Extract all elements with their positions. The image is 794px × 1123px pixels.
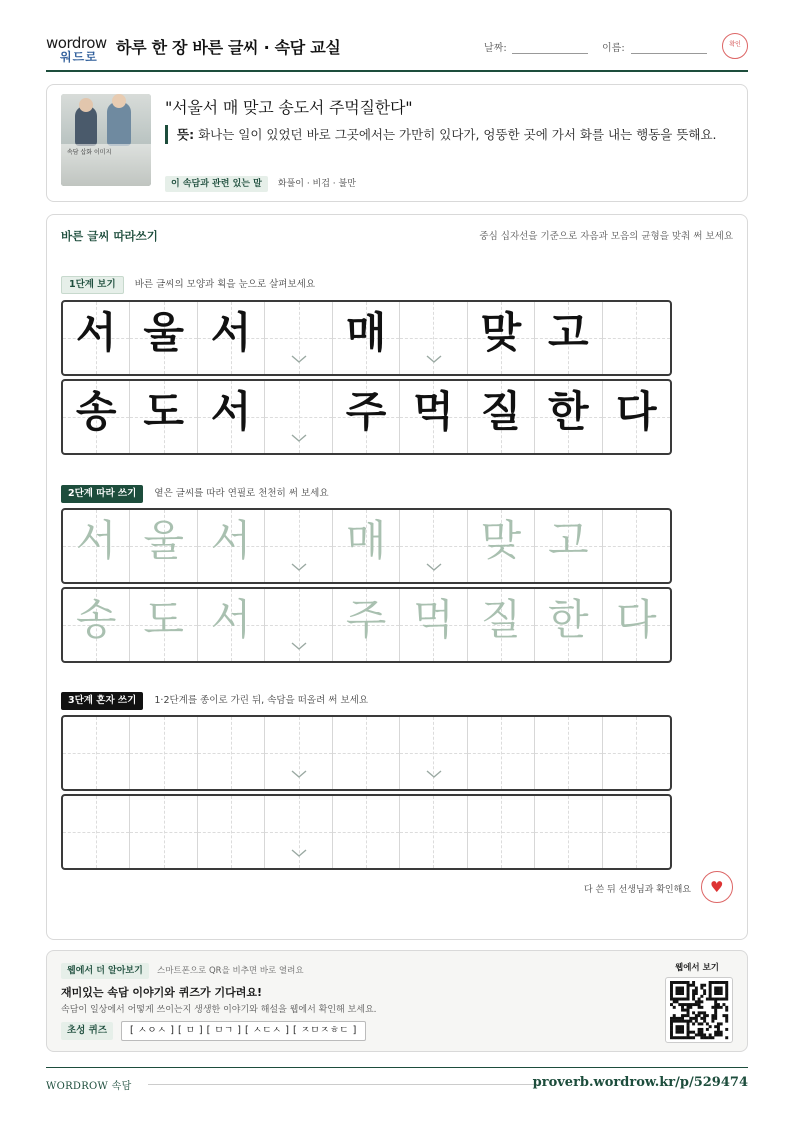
- writing-cell[interactable]: [130, 510, 197, 582]
- space-mark-icon: [426, 563, 442, 571]
- meaning-text: 화나는 일이 있었던 바로 그곳에서는 가만히 있다가, 엉뚱한 곳에 가서 화를 내는 행동을 뜻해요.: [198, 127, 717, 142]
- writing-cell[interactable]: [63, 589, 130, 661]
- writing-cell[interactable]: [603, 589, 670, 661]
- date-label: 날짜:: [484, 43, 507, 54]
- qr-code-icon[interactable]: [665, 977, 733, 1043]
- web-headline: 재미있는 속담 이야기와 퀴즈가 기다려요!: [61, 986, 262, 999]
- teacher-confirm-text: 다 쓴 뒤 선생님과 확인해요: [583, 885, 691, 895]
- writing-cell: [603, 302, 670, 374]
- space-mark-icon: [291, 563, 307, 571]
- writing-cell: [333, 302, 400, 374]
- practice-hint: 중심 십자선을 기준으로 자음과 모음의 균형을 맞춰 써 보세요: [479, 231, 733, 242]
- writing-cell[interactable]: [265, 589, 332, 661]
- writing-cell[interactable]: [333, 796, 400, 868]
- step3-badge: 3단계 혼자 쓰기: [61, 692, 143, 710]
- writing-cell: [468, 302, 535, 374]
- writing-cell: [265, 302, 332, 374]
- practice-char: 고: [548, 308, 589, 357]
- step1-badge: 1단계 보기: [61, 276, 124, 294]
- writing-cell[interactable]: [63, 510, 130, 582]
- name-field[interactable]: [631, 53, 707, 54]
- writing-cell[interactable]: [468, 510, 535, 582]
- practice-char: 서: [75, 308, 117, 357]
- writing-cell[interactable]: [535, 717, 602, 789]
- writing-cell: [603, 381, 670, 453]
- practice-char: 먹: [413, 595, 454, 644]
- proverb-title: "서울서 매 맞고 송도서 주먹질한다": [165, 98, 413, 117]
- step1-line2: [61, 379, 672, 455]
- meaning-label: 뜻:: [177, 127, 195, 142]
- practice-char: 도: [143, 595, 184, 644]
- web-more-hint: 스마트폰으로 QR을 비추면 바로 열려요: [157, 966, 304, 976]
- writing-cell[interactable]: [198, 510, 265, 582]
- writing-cell[interactable]: [198, 717, 265, 789]
- practice-char: 고: [548, 516, 589, 565]
- page-header: [46, 28, 748, 72]
- step3-text: 1·2단계를 종이로 가린 뒤, 속담을 떠올려 써 보세요: [154, 695, 369, 706]
- step1-line1: [61, 300, 672, 376]
- writing-cell[interactable]: [400, 796, 467, 868]
- writing-cell[interactable]: [130, 717, 197, 789]
- writing-cell[interactable]: [468, 589, 535, 661]
- related-words: [165, 176, 356, 192]
- practice-char: 서: [210, 387, 252, 436]
- practice-char: 한: [548, 595, 589, 644]
- quiz-label: 초성 퀴즈: [61, 1022, 113, 1040]
- writing-cell[interactable]: [535, 510, 602, 582]
- writing-cell: [400, 302, 467, 374]
- teacher-stamp-icon: 확인: [722, 33, 748, 59]
- writing-cell[interactable]: [333, 717, 400, 789]
- practice-char: 주: [345, 387, 387, 436]
- step3-line1[interactable]: [61, 715, 672, 791]
- practice-char: 송: [75, 387, 117, 436]
- practice-char: 다: [615, 387, 657, 436]
- practice-char: 서: [210, 308, 252, 357]
- practice-char: 질: [480, 387, 522, 436]
- writing-cell[interactable]: [603, 717, 670, 789]
- writing-cell[interactable]: [603, 510, 670, 582]
- writing-cell[interactable]: [265, 796, 332, 868]
- space-mark-icon: [291, 849, 307, 857]
- writing-cell: [130, 302, 197, 374]
- practice-title: 바른 글씨 따라쓰기: [61, 229, 158, 243]
- writing-cell: [535, 381, 602, 453]
- footer-divider: [148, 1084, 538, 1085]
- qr-label: 웹에서 보기: [674, 963, 719, 973]
- step2-header: [61, 485, 329, 503]
- writing-cell[interactable]: [603, 796, 670, 868]
- writing-cell[interactable]: [198, 796, 265, 868]
- proverb-meaning: [165, 125, 725, 144]
- space-mark-icon: [426, 355, 442, 363]
- practice-char: 서: [210, 595, 252, 644]
- practice-char: 매: [345, 516, 387, 565]
- footer-url-link[interactable]: proverb.wordrow.kr/p/529474: [532, 1075, 748, 1090]
- practice-char: 맞: [480, 516, 522, 565]
- name-label: 이름:: [602, 43, 625, 54]
- writing-cell[interactable]: [265, 717, 332, 789]
- writing-cell[interactable]: [333, 589, 400, 661]
- writing-cell[interactable]: [468, 796, 535, 868]
- page-title: 하루 한 장 바른 글씨 · 속담 교실: [116, 38, 341, 57]
- space-mark-icon: [291, 642, 307, 650]
- practice-char: 서: [75, 516, 117, 565]
- initial-consonant-quiz: [ ㅅㅇㅅ ] [ ㅁ ] [ ㅁㄱ ] [ ㅅㄷㅅ ] [ ㅈㅁㅈㅎㄷ ]: [121, 1021, 366, 1041]
- practice-char: 질: [480, 595, 522, 644]
- writing-cell: [535, 302, 602, 374]
- writing-cell[interactable]: [130, 796, 197, 868]
- date-field[interactable]: [512, 53, 588, 54]
- writing-cell: [63, 302, 130, 374]
- writing-cell: [63, 381, 130, 453]
- writing-cell[interactable]: [400, 717, 467, 789]
- heart-stamp-icon: ♥: [701, 871, 733, 903]
- web-more-tag: 웹에서 더 알아보기: [61, 963, 149, 979]
- writing-cell[interactable]: [333, 510, 400, 582]
- logo-korean: 워드로: [60, 50, 98, 64]
- writing-cell[interactable]: [535, 796, 602, 868]
- related-tag: 이 속담과 관련 있는 말: [165, 176, 268, 192]
- practice-char: 한: [548, 387, 589, 436]
- footer-brand: WORDROW 속담: [46, 1081, 132, 1092]
- space-mark-icon: [291, 355, 307, 363]
- practice-char: 매: [345, 308, 387, 357]
- space-mark-icon: [426, 770, 442, 778]
- related-words-list: 화풀이 · 비겁 · 불만: [277, 179, 356, 189]
- writing-cell: [468, 381, 535, 453]
- writing-cell: [198, 302, 265, 374]
- practice-char: 송: [75, 595, 117, 644]
- practice-char: 도: [143, 387, 184, 436]
- step1-text: 바른 글씨의 모양과 획을 눈으로 살펴보세요: [134, 279, 316, 290]
- space-mark-icon: [291, 434, 307, 442]
- writing-cell[interactable]: [535, 589, 602, 661]
- writing-cell: [265, 381, 332, 453]
- practice-char: 맞: [480, 308, 522, 357]
- step2-line1[interactable]: [61, 508, 672, 584]
- practice-char: 서: [210, 516, 252, 565]
- writing-cell[interactable]: [130, 589, 197, 661]
- logo-text: wordrow: [46, 34, 107, 52]
- proverb-illustration: [61, 94, 151, 186]
- step2-text: 옅은 글씨를 따라 연필로 천천히 써 보세요: [154, 488, 329, 499]
- page-footer: [46, 1067, 748, 1097]
- writing-cell[interactable]: [468, 717, 535, 789]
- proverb-card: [46, 84, 748, 202]
- step3-header: [61, 692, 368, 710]
- writing-cell: [400, 381, 467, 453]
- step3-line2[interactable]: [61, 794, 672, 870]
- space-mark-icon: [291, 770, 307, 778]
- web-description: 속담이 일상에서 어떻게 쓰이는지 생생한 이야기와 해설을 웹에서 확인해 보세요.: [61, 1005, 377, 1015]
- step2-line2[interactable]: [61, 587, 672, 663]
- practice-char: 주: [345, 595, 387, 644]
- writing-cell[interactable]: [63, 717, 130, 789]
- practice-char: 먹: [413, 387, 454, 436]
- handwriting-practice: [46, 214, 748, 940]
- writing-cell[interactable]: [400, 510, 467, 582]
- wordrow-logo[interactable]: [46, 34, 108, 64]
- practice-char: 울: [143, 516, 184, 565]
- writing-cell[interactable]: [63, 796, 130, 868]
- writing-cell: [198, 381, 265, 453]
- web-promo-card: [46, 950, 748, 1052]
- practice-char: 다: [615, 595, 657, 644]
- step1-header: [61, 276, 315, 294]
- writing-cell: [130, 381, 197, 453]
- writing-cell[interactable]: [400, 589, 467, 661]
- step2-badge: 2단계 따라 쓰기: [61, 485, 143, 503]
- illustration-caption: 속담 삽화 이미지: [61, 144, 151, 186]
- writing-cell[interactable]: [265, 510, 332, 582]
- practice-char: 울: [143, 308, 184, 357]
- writing-cell[interactable]: [198, 589, 265, 661]
- writing-cell: [333, 381, 400, 453]
